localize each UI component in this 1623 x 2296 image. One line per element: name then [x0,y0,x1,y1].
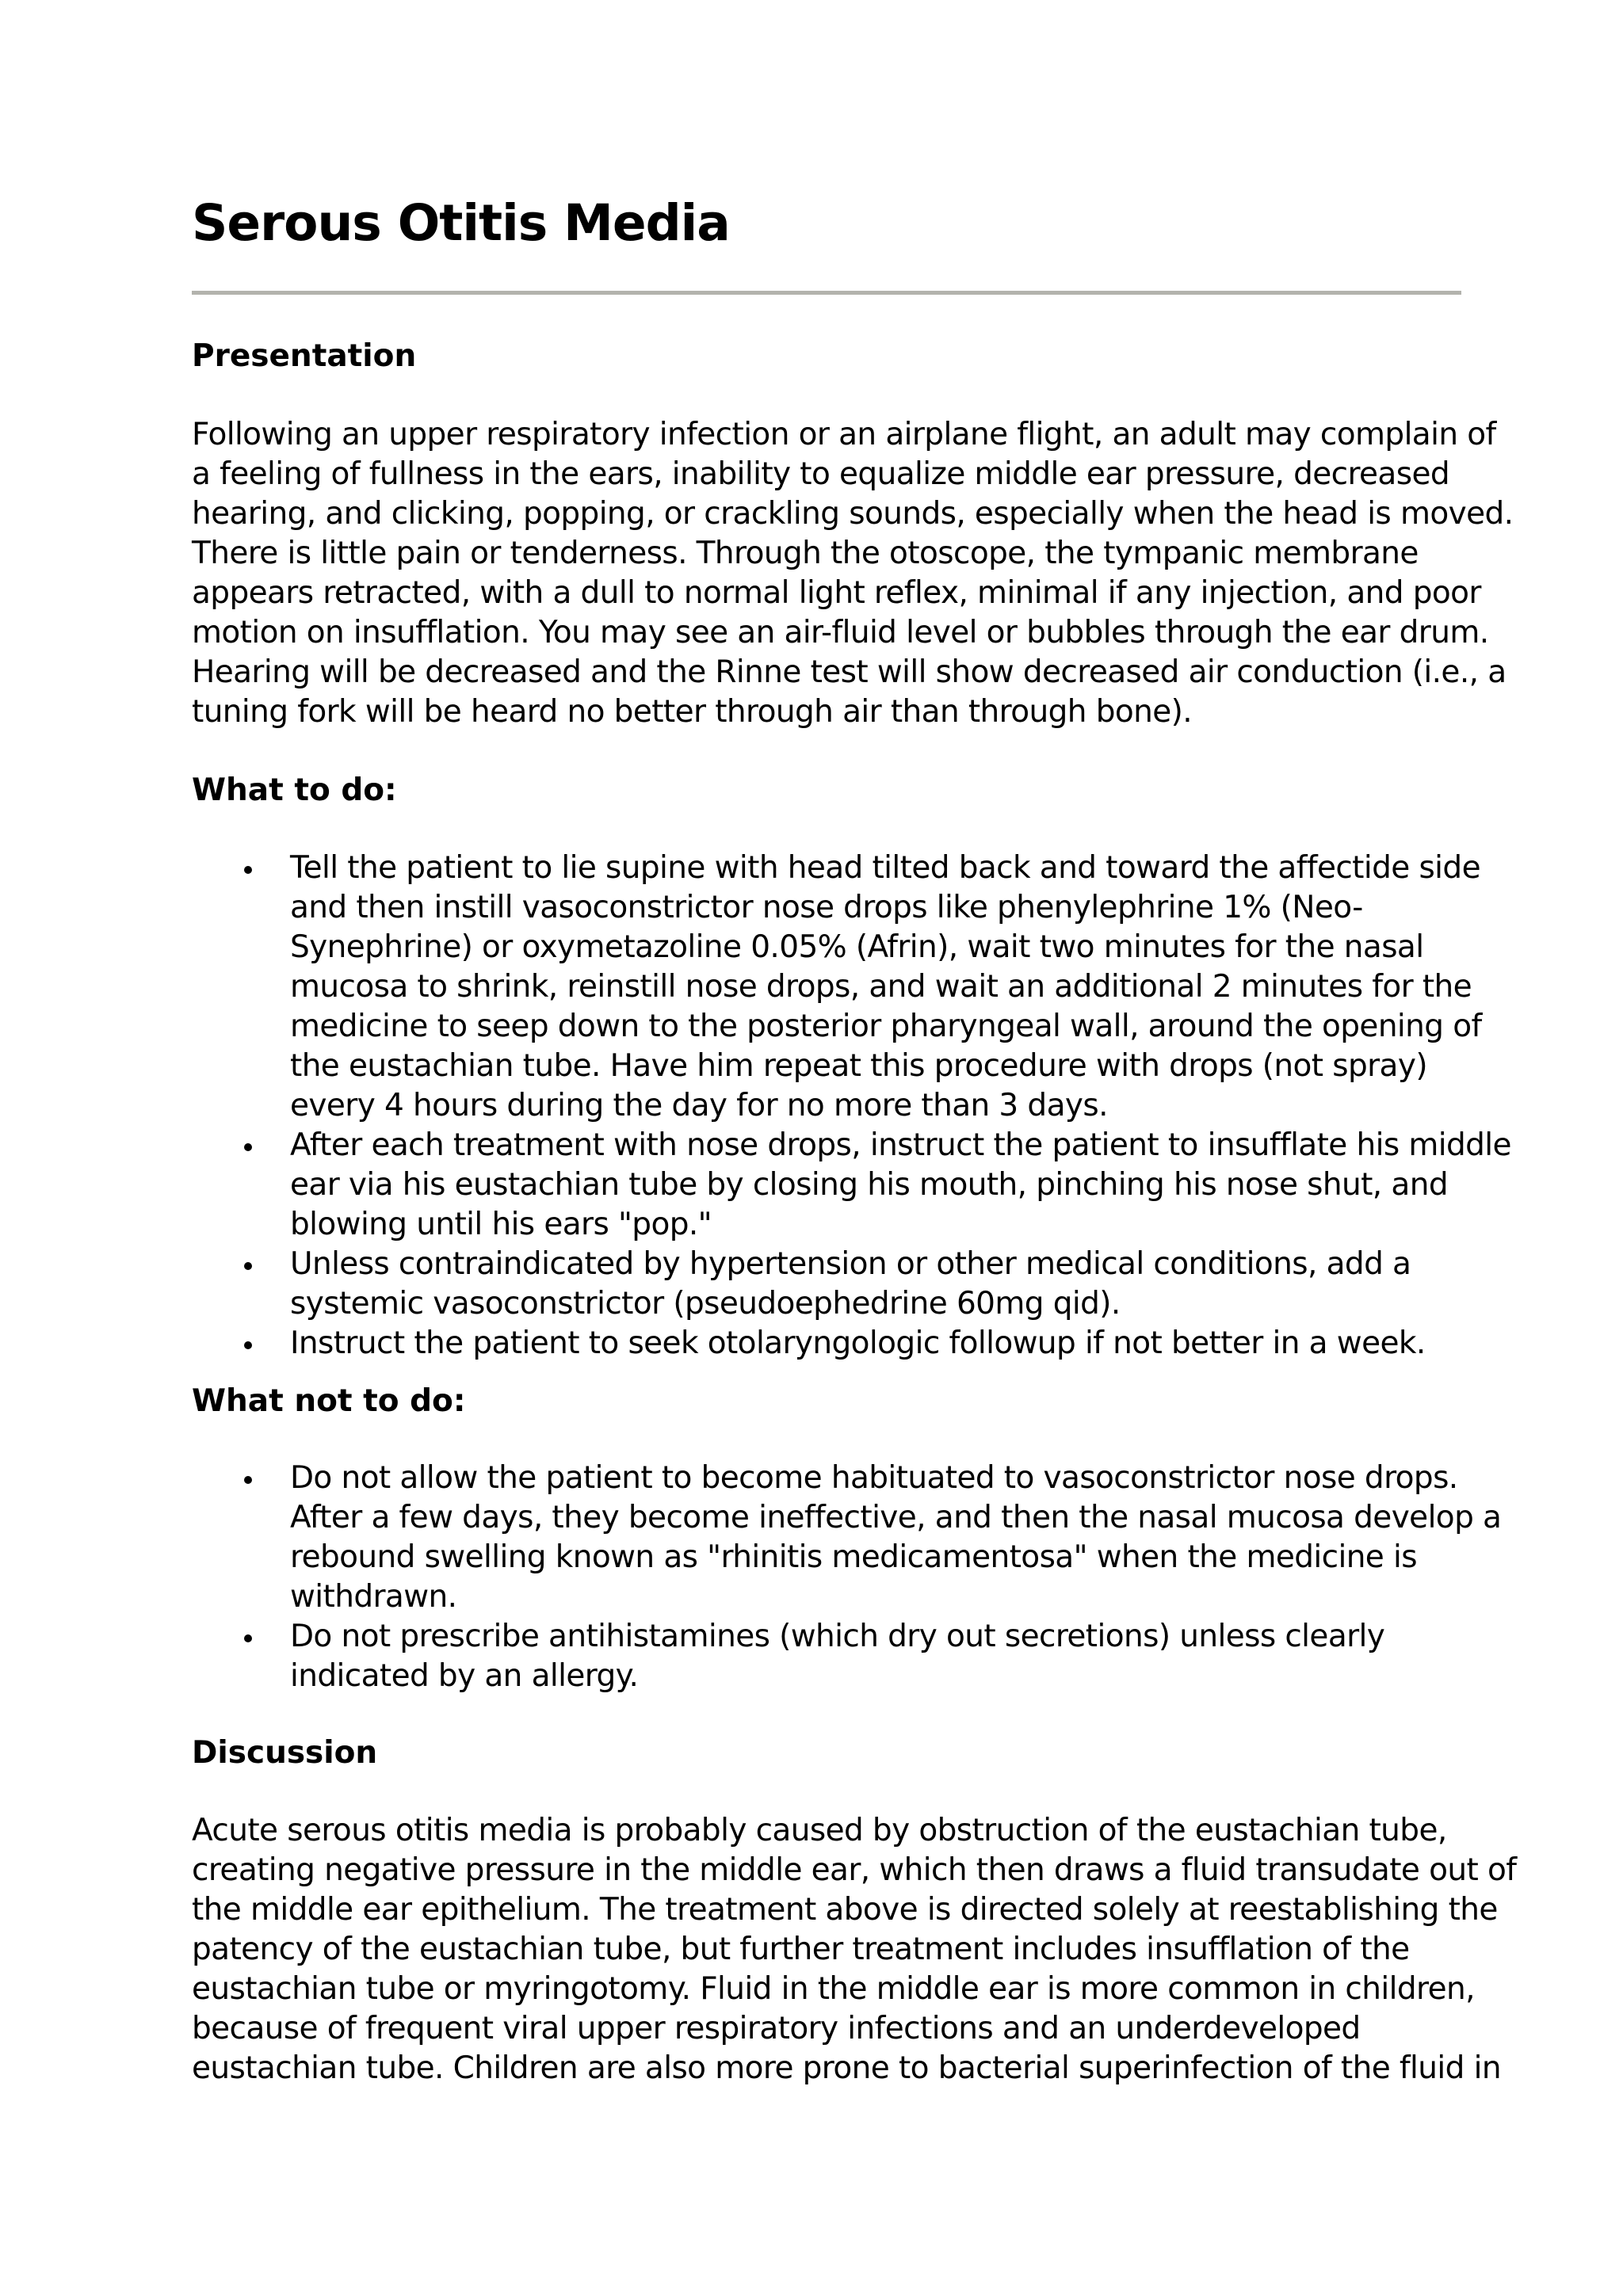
list-item-line: medicine to seep down to the posterior pharyngeal wall, around the opening of [290,1009,1482,1044]
paragraph-line: There is little pain or tenderness. Through the otoscope, the tympanic membrane [192,536,1419,571]
page-title: Serous Otitis Media [192,194,730,252]
heading-what-to-do: What to do: [192,772,397,808]
paragraph-line: hearing, and clicking, popping, or crackling sounds, especially when the head is moved. [192,496,1514,532]
bullet-icon [244,1476,252,1484]
paragraph-line: appears retracted, with a dull to normal light reflex, minimal if any injection, and poor [192,575,1481,611]
paragraph-line: eustachian tube or myringotomy. Fluid in the middle ear is more common in children, [192,1971,1475,2007]
list-item-line: every 4 hours during the day for no more than 3 days. [290,1088,1108,1123]
paragraph-line: eustachian tube. Children are also more prone to bacterial superinfection of the fluid in [192,2050,1501,2086]
bullet-icon [244,1341,252,1349]
list-item-line: mucosa to shrink, reinstill nose drops, and wait an additional 2 minutes for the [290,969,1472,1005]
list-item-line: indicated by an allergy. [290,1658,639,1694]
list-item-line: ear via his eustachian tube by closing his mouth, pinching his nose shut, and [290,1167,1448,1203]
paragraph-line: patency of the eustachian tube, but further treatment includes insufflation of the [192,1932,1410,1967]
list-item-line: Do not allow the patient to become habituated to vasoconstrictor nose drops. [290,1460,1458,1496]
list-item-line: After each treatment with nose drops, instruct the patient to insufflate his middle [290,1127,1511,1163]
list-what-not-to-do [192,1459,1523,1696]
list-item-line: Synephrine) or oxymetazoline 0.05% (Afrin), wait two minutes for the nasal [290,929,1424,965]
list-item-line: After a few days, they become ineffective, and then the nasal mucosa develop a [290,1500,1502,1535]
list-item-line: Instruct the patient to seek otolaryngologic followup if not better in a week. [290,1325,1426,1361]
list-item-line: the eustachian tube. Have him repeat this procedure with drops (not spray) [290,1048,1427,1084]
paragraph-line: Acute serous otitis media is probably caused by obstruction of the eustachian tube, [192,1813,1447,1848]
bullet-icon [244,1262,252,1270]
list-item [192,1459,1523,1617]
paragraph-line: tuning fork will be heard no better through air than through bone). [192,694,1193,730]
paragraph-line: Hearing will be decreased and the Rinne test will show decreased air conduction (i.e., a [192,654,1507,690]
list-item-line: withdrawn. [290,1579,457,1615]
list-item-line: and then instill vasoconstrictor nose drops like phenylephrine 1% (Neo- [290,890,1363,925]
list-item-line: rebound swelling known as "rhinitis medicamentosa" when the medicine is [290,1539,1417,1575]
list-item [192,1324,1523,1363]
heading-discussion: Discussion [192,1735,378,1771]
list-item [192,849,1523,1126]
list-item [192,1617,1523,1696]
list-item [192,1126,1523,1245]
paragraph-line: because of frequent viral upper respiratory infections and an underdeveloped [192,2011,1361,2046]
paragraph-presentation [192,415,1514,732]
list-item-line: Tell the patient to lie supine with head tilted back and toward the affectide side [290,850,1480,886]
paragraph-line: creating negative pressure in the middle ear, which then draws a fluid transudate out of [192,1852,1517,1888]
list-item-line: Do not prescribe antihistamines (which dry out secretions) unless clearly [290,1619,1385,1654]
bullet-icon [244,1634,252,1642]
bullet-icon [244,866,252,874]
paragraph-line: the middle ear epithelium. The treatment above is directed solely at reestablishing the [192,1892,1498,1928]
title-divider [192,291,1461,295]
list-item-line: systemic vasoconstrictor (pseudoephedrine 60mg qid). [290,1286,1121,1322]
list-what-to-do [192,849,1523,1363]
paragraph-discussion [192,1811,1517,2088]
heading-what-not-to-do: What not to do: [192,1383,466,1419]
paragraph-line: motion on insufflation. You may see an air-fluid level or bubbles through the ear drum. [192,615,1489,650]
paragraph-line: Following an upper respiratory infection or an airplane flight, an adult may complain of [192,417,1496,452]
list-item [192,1245,1523,1324]
bullet-icon [244,1143,252,1151]
list-item-line: Unless contraindicated by hypertension or other medical conditions, add a [290,1246,1411,1282]
paragraph-line: a feeling of fullness in the ears, inability to equalize middle ear pressure, decreased [192,456,1450,492]
list-item-line: blowing until his ears "pop." [290,1207,712,1242]
heading-presentation: Presentation [192,338,417,374]
